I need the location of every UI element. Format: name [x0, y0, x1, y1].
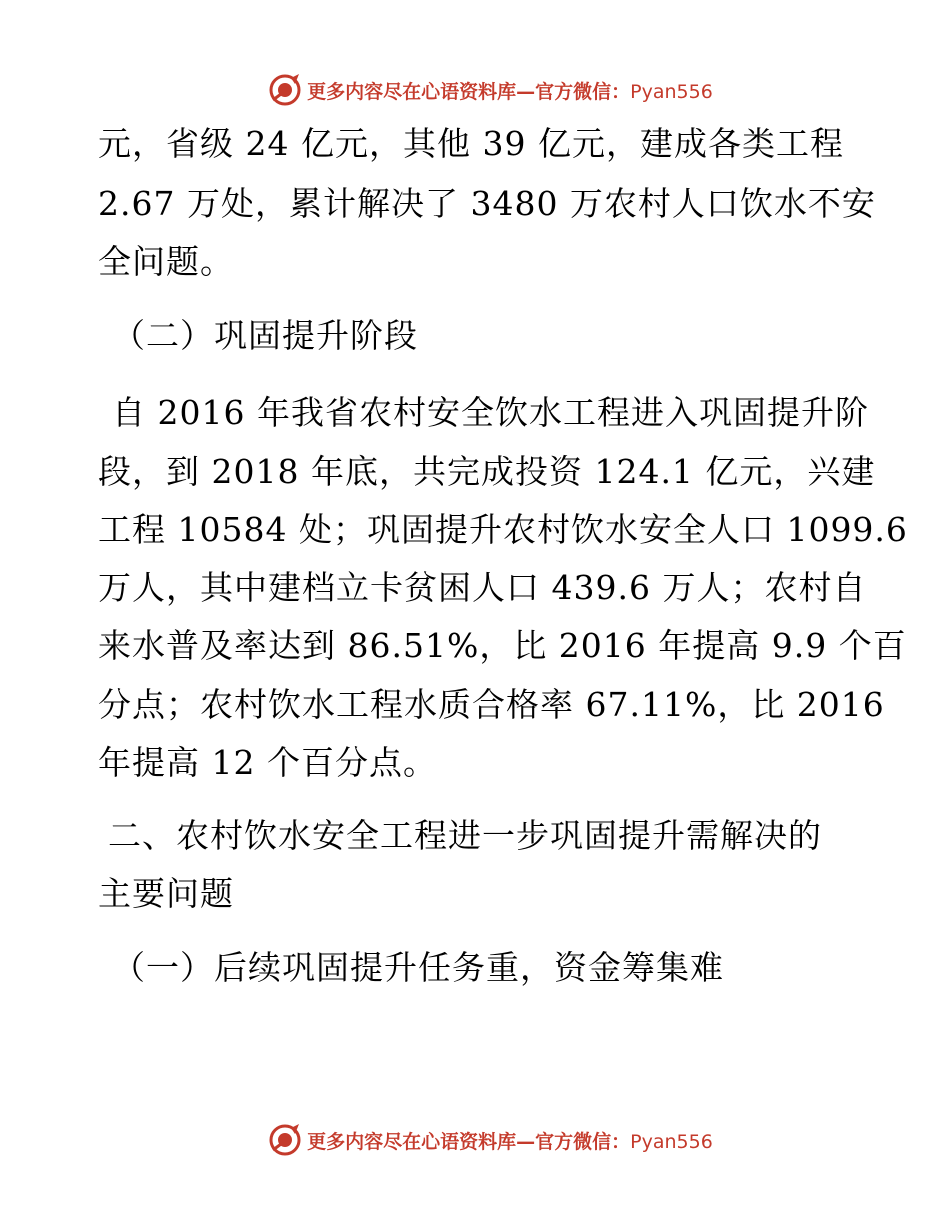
- footer-banner: [0, 1120, 950, 1160]
- text-line: 工程 10584 处；巩固提升农村饮水安全人口 1099.6: [98, 510, 908, 549]
- section-heading: （二）巩固提升阶段: [112, 316, 418, 355]
- brand-logo-icon: [267, 72, 303, 108]
- brand-logo-icon: [267, 1122, 303, 1158]
- section-heading: 主要问题: [98, 874, 234, 913]
- banner-handle: Pyan556: [630, 80, 713, 103]
- text-line: 年提高 12 个百分点。: [98, 743, 437, 782]
- text-line: 自 2016 年我省农村安全饮水工程进入巩固提升阶: [112, 393, 869, 432]
- header-banner: [0, 70, 950, 110]
- text-line: 全问题。: [98, 242, 234, 281]
- banner-handle: Pyan556: [630, 1130, 713, 1153]
- text-line: 段，到 2018 年底，共完成投资 124.1 亿元，兴建: [98, 452, 876, 491]
- banner-text: [307, 77, 713, 104]
- section-heading: 二、农村饮水安全工程进一步巩固提升需解决的: [108, 816, 822, 855]
- text-line: 2.67 万处，累计解决了 3480 万农村人口饮水不安: [98, 184, 876, 223]
- banner-label: 更多内容尽在心语资料库—官方微信：: [307, 1130, 631, 1153]
- section-heading: （一）后续巩固提升任务重，资金筹集难: [112, 948, 724, 987]
- banner-label: 更多内容尽在心语资料库—官方微信：: [307, 80, 631, 103]
- text-line: 分点；农村饮水工程水质合格率 67.11%，比 2016: [98, 685, 885, 724]
- text-line: 来水普及率达到 86.51%，比 2016 年提高 9.9 个百: [98, 626, 907, 665]
- banner-text: [307, 1127, 713, 1154]
- text-line: 万人，其中建档立卡贫困人口 439.6 万人；农村自: [98, 568, 867, 607]
- text-line: 元，省级 24 亿元，其他 39 亿元，建成各类工程: [98, 124, 844, 163]
